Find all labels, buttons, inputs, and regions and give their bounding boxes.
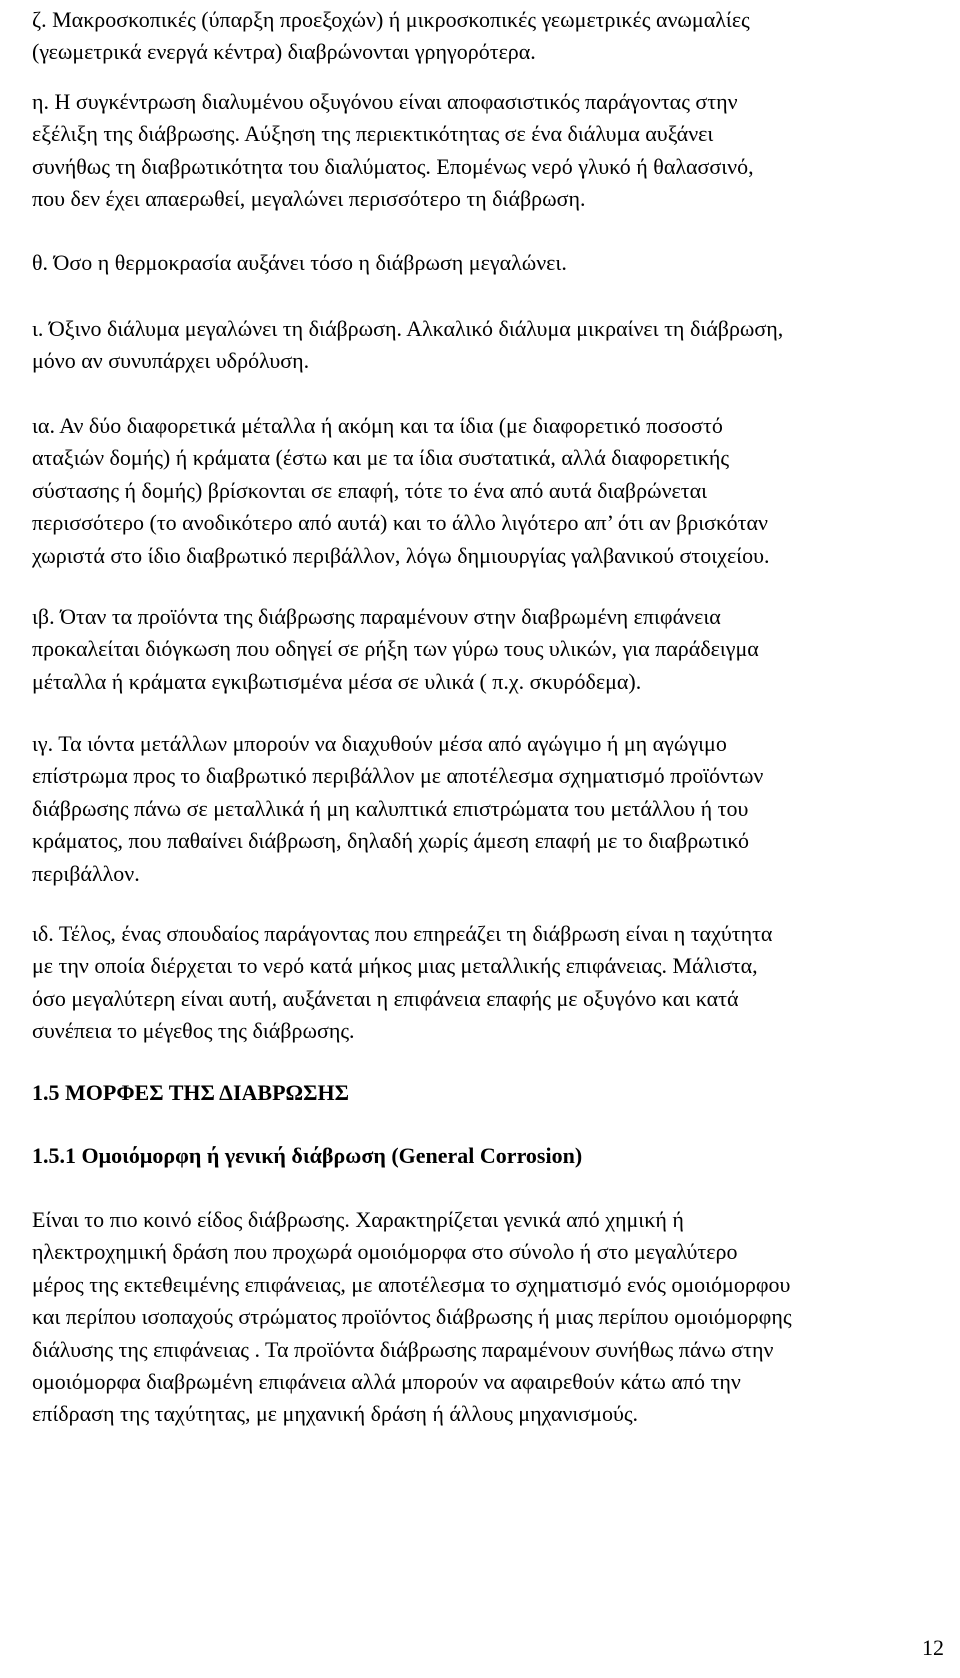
text-line: μέταλλα ή κράματα εγκιβωτισμένα μέσα σε υλικά ( π.χ. σκυρόδεμα). — [32, 668, 642, 694]
section-heading: 1.5 ΜΟΡΦΕΣ ΤΗΣ ΔΙΑΒΡΩΣΗΣ — [32, 1080, 350, 1105]
text-line: ια. Αν δύο διαφορετικά μέταλλα ή ακόμη και τα ίδια (με διαφορετικό ποσοστό — [32, 413, 723, 438]
text-line: (γεωμετρικά ενεργά κέντρα) διαβρώνονται γρηγορότερα. — [32, 39, 536, 65]
paragraph-theta — [32, 247, 567, 279]
paragraph-iota — [32, 313, 783, 378]
page-number: 12 — [922, 1635, 944, 1660]
text-line: εξέλιξη της διάβρωσης. Αύξηση της περιεκτικότητας σε ένα διάλυμα αυξάνει — [32, 121, 714, 147]
text-line: και περίπου ισοπαχούς στρώματος προϊόντος διάβρωσης ή μιας περίπου ομοιόμορφης — [32, 1304, 792, 1330]
text-line: σύστασης ή δομής) βρίσκονται σε επαφή, τότε το ένα από αυτά διαβρώνεται — [32, 477, 708, 503]
text-line: προκαλείται διόγκωση που οδηγεί σε ρήξη των γύρω τους υλικών, για παράδειγμα — [32, 636, 759, 662]
text-line: περισσότερο (το ανοδικότερο από αυτά) και το άλλο λιγότερο απ’ ότι αν βρισκόταν — [32, 510, 768, 536]
subsection-heading: 1.5.1 Ομοιόμορφη ή γενική διάβρωση (General Corrosion) — [32, 1143, 583, 1168]
text-line: χωριστά στο ίδιο διαβρωτικό περιβάλλον, λόγω δημιουργίας γαλβανικού στοιχείου. — [32, 542, 770, 568]
text-line: κράματος, που παθαίνει διάβρωση, δηλαδή χωρίς άμεση επαφή με το διαβρωτικό — [32, 828, 750, 854]
text-line: θ. Όσο η θερμοκρασία αυξάνει τόσο η διάβρωση μεγαλώνει. — [32, 250, 567, 275]
paragraph-iota-gamma — [32, 728, 763, 890]
paragraph-eta — [32, 86, 754, 216]
text-line: μόνο αν συνυπάρχει υδρόλυση. — [32, 348, 310, 374]
text-line: με την οποία διέρχεται το νερό κατά μήκος μιας μεταλλικής επιφάνειας. Μάλιστα, — [32, 953, 758, 979]
text-line: επίστρωμα προς το διαβρωτικό περιβάλλον με αποτέλεσμα σχηματισμό προϊόντων — [32, 763, 764, 789]
text-line: επίδραση της ταχύτητας, με μηχανική δράση ή άλλους μηχανισμούς. — [32, 1401, 639, 1427]
text-line: ιβ. Όταν τα προϊόντα της διάβρωσης παραμένουν στην διαβρωμένη επιφάνεια — [32, 604, 721, 629]
text-line: η. Η συγκέντρωση διαλυμένου οξυγόνου είναι αποφασιστικός παράγοντας στην — [32, 89, 738, 114]
text-line: Είναι το πιο κοινό είδος διάβρωσης. Χαρακτηρίζεται γενικά από χημική ή — [32, 1207, 684, 1232]
text-line: περιβάλλον. — [32, 860, 140, 886]
text-line: ιδ. Τέλος, ένας σπουδαίος παράγοντας που επηρεάζει τη διάβρωση είναι η ταχύτητα — [32, 921, 773, 946]
text-line: μέρος της εκτεθειμένης επιφάνειας, με αποτέλεσμα το σχηματισμό ενός ομοιόμορφου — [32, 1271, 791, 1297]
text-line: ι. Όξινο διάλυμα μεγαλώνει τη διάβρωση. Αλκαλικό διάλυμα μικραίνει τη διάβρωση, — [32, 316, 784, 341]
text-line: συνέπεια το μέγεθος της διάβρωσης. — [32, 1018, 355, 1044]
text-line: ιγ. Τα ιόντα μετάλλων μπορούν να διαχυθούν μέσα από αγώγιμο ή μη αγώγιμο — [32, 731, 727, 756]
text-line: αταξιών δομής) ή κράματα (έστω και με τα ίδια συστατικά, αλλά διαφορετικής — [32, 445, 730, 471]
text-line: συνήθως τη διαβρωτικότητα του διαλύματος. Επομένως νερό γλυκό ή θαλασσινό, — [32, 153, 754, 179]
text-line: ομοιόμορφα διαβρωμένη επιφάνεια αλλά μπορούν να αφαιρεθούν κάτω από την — [32, 1369, 741, 1395]
paragraph-general-corrosion — [32, 1204, 792, 1431]
text-line: διάλυσης της επιφάνειας . Τα προϊόντα διάβρωσης παραμένουν συνήθως πάνω στην — [32, 1336, 774, 1362]
text-line: ηλεκτροχημική δράση που προχωρά ομοιόμορφα στο σύνολο ή στο μεγαλύτερο — [32, 1239, 738, 1265]
text-line: όσο μεγαλύτερη είναι αυτή, αυξάνεται η επιφάνεια επαφής με οξυγόνο και κατά — [32, 985, 739, 1011]
text-line: που δεν έχει απαερωθεί, μεγαλώνει περισσότερο τη διάβρωση. — [32, 186, 586, 212]
paragraph-iota-alpha — [32, 410, 770, 572]
paragraph-zeta — [32, 4, 750, 69]
text-line: ζ. Μακροσκοπικές (ύπαρξη προεξοχών) ή μικροσκοπικές γεωμετρικές ανωμαλίες — [32, 7, 750, 32]
paragraph-iota-beta — [32, 601, 759, 698]
paragraph-iota-delta — [32, 918, 772, 1048]
text-line: διάβρωσης πάνω σε μεταλλικά ή μη καλυπτικά επιστρώματα του μετάλλου ή του — [32, 795, 749, 821]
